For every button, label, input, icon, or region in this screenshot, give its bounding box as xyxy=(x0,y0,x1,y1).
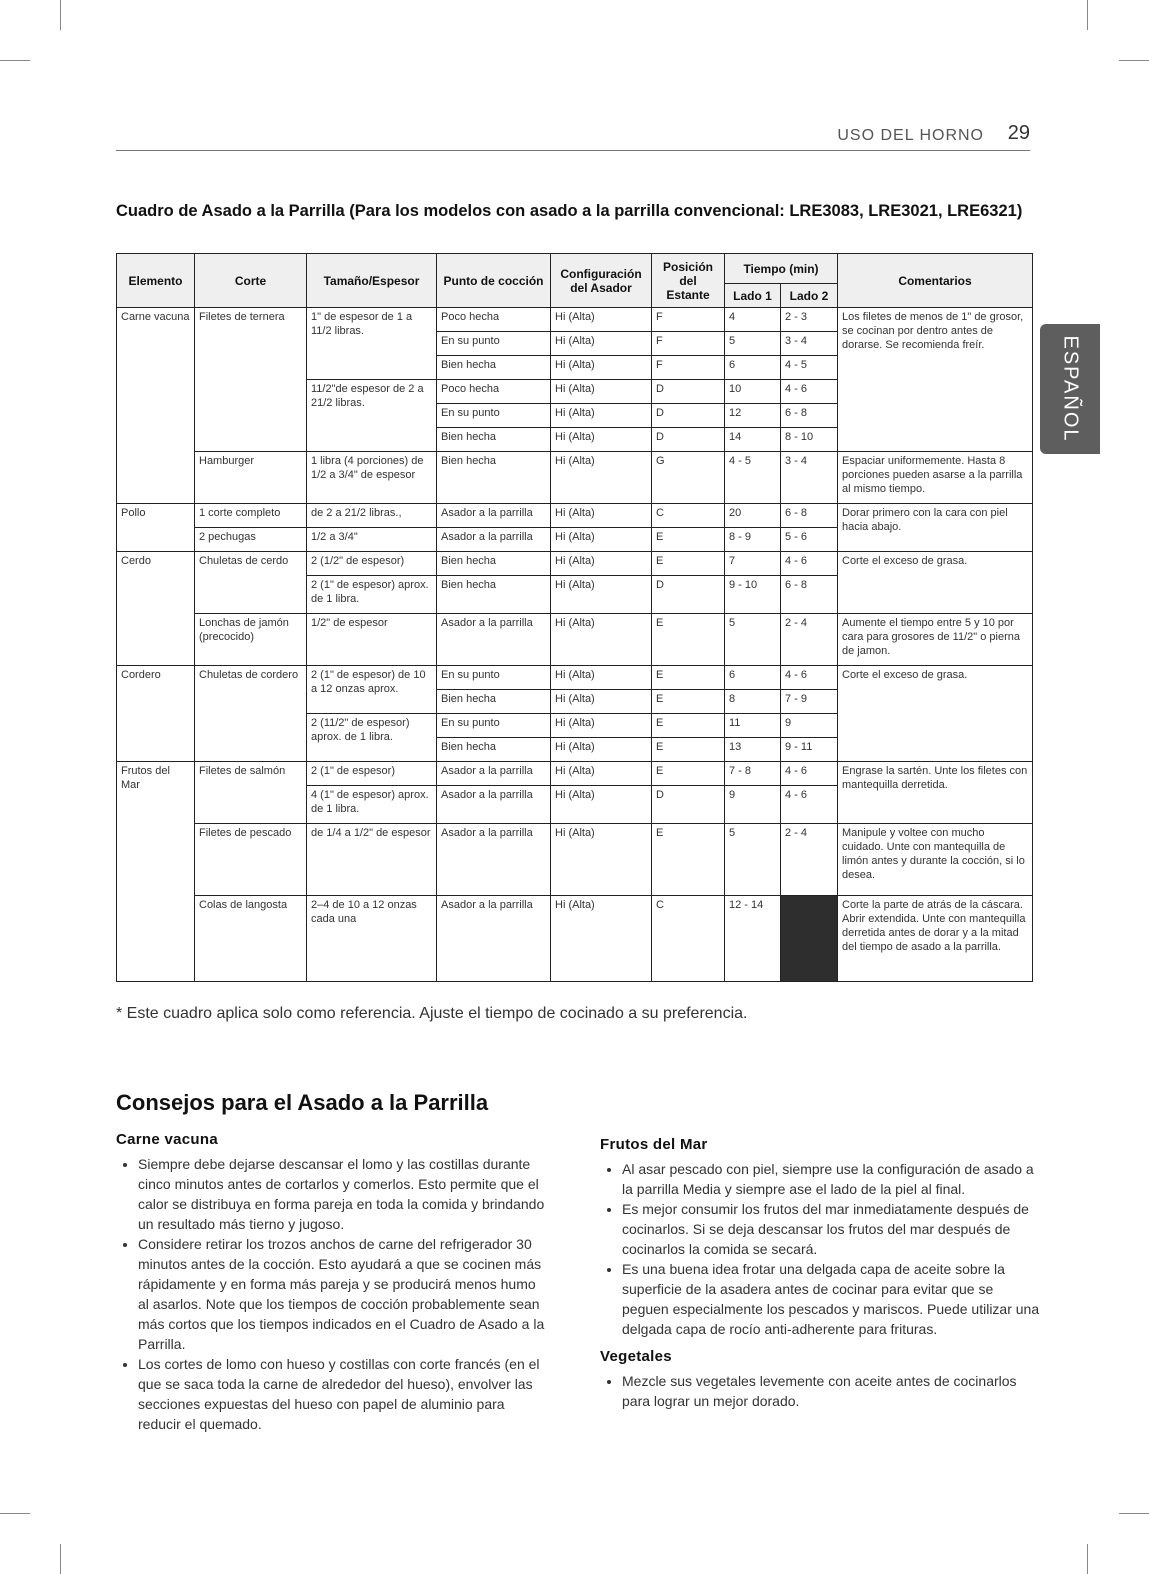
cell-lado2: 4 - 5 xyxy=(781,356,838,380)
cell-punto: Asador a la parrilla xyxy=(437,786,551,824)
cell-lado1: 5 xyxy=(725,614,781,666)
cell-comentarios: Dorar primero con la cara con piel hacia abajo. xyxy=(838,504,1033,552)
crop-mark xyxy=(60,0,61,30)
cell-posicion: F xyxy=(652,308,725,332)
cell-comentarios: Espaciar uniformemente. Hasta 8 porciones pueden asarse a la parrilla al mismo tiempo. xyxy=(838,452,1033,504)
crop-mark xyxy=(1119,60,1149,61)
cell-lado1: 14 xyxy=(725,428,781,452)
cell-lado2-empty xyxy=(781,896,838,982)
tips-heading-carne: Carne vacuna xyxy=(116,1131,218,1148)
cell-punto: Asador a la parrilla xyxy=(437,762,551,786)
cell-config: Hi (Alta) xyxy=(551,666,652,690)
crop-mark xyxy=(0,1513,30,1514)
list-item: • Es mejor consumir los frutos del mar inmediatamente después de cocinarlos. Si se deja descansar los frutos del mar después de cocinarlos la comida se secará. xyxy=(622,1199,1040,1259)
cell-lado1: 4 xyxy=(725,308,781,332)
cell-punto: En su punto xyxy=(437,714,551,738)
cell-comentarios: Los filetes de menos de 1" de grosor, se cocinan por dentro antes de dorarse. Se recomienda freír. xyxy=(838,308,1033,452)
cell-posicion: E xyxy=(652,614,725,666)
list-item: • Siempre debe dejarse descansar el lomo y las costillas durante cinco minutos antes de cortarlos y comerlos. Esto permite que el calor se distribuya en forma pareja en toda la comida y brindando un resultado más tierno y jugoso. xyxy=(138,1154,546,1234)
cell-tamano: 1 libra (4 porciones) de 1/2 a 3/4" de espesor xyxy=(307,452,437,504)
header-comentarios: Comentarios xyxy=(838,254,1033,308)
cell-lado2: 9 - 11 xyxy=(781,738,838,762)
cell-corte: Hamburger xyxy=(195,452,307,504)
cell-config: Hi (Alta) xyxy=(551,576,652,614)
cell-corte: Chuletas de cerdo xyxy=(195,552,307,614)
cell-punto: Asador a la parrilla xyxy=(437,504,551,528)
cell-comentarios: Manipule y voltee con mucho cuidado. Unte con mantequilla de limón antes y durante la cocción, si lo desea. xyxy=(838,824,1033,896)
cell-config: Hi (Alta) xyxy=(551,528,652,552)
cell-punto: Asador a la parrilla xyxy=(437,896,551,982)
cell-punto: En su punto xyxy=(437,666,551,690)
cell-config: Hi (Alta) xyxy=(551,896,652,982)
cell-posicion: G xyxy=(652,452,725,504)
cell-posicion: E xyxy=(652,666,725,690)
cell-tamano: 2 (1" de espesor) aprox. de 1 libra. xyxy=(307,576,437,614)
header-tiempo: Tiempo (min) xyxy=(725,254,838,284)
header-punto: Punto de cocción xyxy=(437,254,551,308)
cell-tamano: 1/2" de espesor xyxy=(307,614,437,666)
cell-posicion: E xyxy=(652,714,725,738)
cell-config: Hi (Alta) xyxy=(551,404,652,428)
header-tamano: Tamaño/Espesor xyxy=(307,254,437,308)
table-footnote: * Este cuadro aplica solo como referencia. Ajuste el tiempo de cocinado a su preferencia. xyxy=(116,1005,748,1022)
cell-lado2: 4 - 6 xyxy=(781,666,838,690)
cell-config: Hi (Alta) xyxy=(551,552,652,576)
cell-posicion: D xyxy=(652,576,725,614)
page-header xyxy=(116,122,1030,151)
cell-lado1: 7 xyxy=(725,552,781,576)
cell-lado1: 13 xyxy=(725,738,781,762)
cell-lado2: 2 - 4 xyxy=(781,824,838,896)
cell-punto: Asador a la parrilla xyxy=(437,528,551,552)
cell-lado1: 6 xyxy=(725,356,781,380)
cell-tamano: 2 (11/2" de espesor) aprox. de 1 libra. xyxy=(307,714,437,762)
cell-lado2: 4 - 6 xyxy=(781,762,838,786)
cell-tamano: de 1/4 a 1/2" de espesor xyxy=(307,824,437,896)
cell-config: Hi (Alta) xyxy=(551,380,652,404)
header-lado1: Lado 1 xyxy=(725,284,781,308)
list-item: • Considere retirar los trozos anchos de carne del refrigerador 30 minutos antes de la cocción. Esto ayudará a que se cocinen más rápidamente y en forma más pareja y se producirá menos humo al asarlos. Note que los tiempos de cocción probablemente sean más cortos que los tiempos indicados en el Cuadro de Asado a la Parrilla. xyxy=(138,1234,546,1354)
cell-punto: Bien hecha xyxy=(437,552,551,576)
cell-posicion: E xyxy=(652,552,725,576)
cell-comentarios: Corte la parte de atrás de la cáscara. Abrir extendida. Unte con mantequilla derretida antes de dorar y a la mitad del tiempo de asado a la parrilla. xyxy=(838,896,1033,982)
cell-posicion: E xyxy=(652,824,725,896)
cell-lado1: 8 - 9 xyxy=(725,528,781,552)
cell-corte: Filetes de salmón xyxy=(195,762,307,824)
cell-lado2: 3 - 4 xyxy=(781,452,838,504)
cell-config: Hi (Alta) xyxy=(551,824,652,896)
language-side-tab xyxy=(1040,324,1100,454)
header-corte: Corte xyxy=(195,254,307,308)
cell-posicion: C xyxy=(652,504,725,528)
cell-punto: Asador a la parrilla xyxy=(437,824,551,896)
cell-config: Hi (Alta) xyxy=(551,762,652,786)
crop-mark xyxy=(0,60,30,61)
cell-punto: Poco hecha xyxy=(437,308,551,332)
cell-lado1: 5 xyxy=(725,332,781,356)
cell-comentarios: Corte el exceso de grasa. xyxy=(838,552,1033,614)
cell-punto: Bien hecha xyxy=(437,576,551,614)
cell-corte: Chuletas de cordero xyxy=(195,666,307,762)
cell-tamano: 2 (1" de espesor) de 10 a 12 onzas aprox. xyxy=(307,666,437,714)
cell-punto: Bien hecha xyxy=(437,356,551,380)
cell-tamano: 2 (1/2" de espesor) xyxy=(307,552,437,576)
cell-lado2: 8 - 10 xyxy=(781,428,838,452)
section-title: USO DEL HORNO xyxy=(837,127,984,144)
cell-corte: Filetes de ternera xyxy=(195,308,307,452)
tips-heading-vegetales: Vegetales xyxy=(600,1348,672,1365)
table-title: Cuadro de Asado a la Parrilla (Para los modelos con asado a la parrilla convencional: LRE3083, LRE3021, LRE6321) xyxy=(116,202,1023,220)
crop-mark xyxy=(1087,0,1088,30)
cell-lado1: 10 xyxy=(725,380,781,404)
cell-posicion: E xyxy=(652,738,725,762)
cell-lado1: 6 xyxy=(725,666,781,690)
tips-heading-frutos: Frutos del Mar xyxy=(600,1136,708,1153)
cell-lado2: 4 - 6 xyxy=(781,380,838,404)
cell-comentarios: Engrase la sartén. Unte los filetes con mantequilla derretida. xyxy=(838,762,1033,824)
cell-punto: En su punto xyxy=(437,332,551,356)
cell-lado1: 9 xyxy=(725,786,781,824)
cell-tamano: 1/2 a 3/4" xyxy=(307,528,437,552)
cell-posicion: D xyxy=(652,380,725,404)
list-item: • Es una buena idea frotar una delgada capa de aceite sobre la superficie de la asadera antes de cocinar para evitar que se peguen especialmente los pescados y mariscos. Puede utilizar una delgada capa de rocío anti-adherente para frituras. xyxy=(622,1259,1040,1339)
cell-lado1: 12 - 14 xyxy=(725,896,781,982)
cell-config: Hi (Alta) xyxy=(551,356,652,380)
cell-lado1: 8 xyxy=(725,690,781,714)
cell-lado2: 9 xyxy=(781,714,838,738)
cell-lado1: 11 xyxy=(725,714,781,738)
cell-posicion: F xyxy=(652,356,725,380)
cell-config: Hi (Alta) xyxy=(551,714,652,738)
tips-list-carne xyxy=(116,1154,546,1434)
cell-corte: Filetes de pescado xyxy=(195,824,307,896)
cell-posicion: D xyxy=(652,786,725,824)
cell-comentarios: Corte el exceso de grasa. xyxy=(838,666,1033,762)
cell-lado2: 2 - 3 xyxy=(781,308,838,332)
cell-posicion: D xyxy=(652,428,725,452)
cell-posicion: D xyxy=(652,404,725,428)
cell-config: Hi (Alta) xyxy=(551,504,652,528)
crop-mark xyxy=(60,1544,61,1574)
broil-chart-table xyxy=(116,253,1033,982)
cell-config: Hi (Alta) xyxy=(551,308,652,332)
cell-lado1: 9 - 10 xyxy=(725,576,781,614)
cell-elemento: Pollo xyxy=(117,504,195,552)
cell-tamano: 1" de espesor de 1 a 11/2 libras. xyxy=(307,308,437,380)
cell-punto: Bien hecha xyxy=(437,738,551,762)
cell-config: Hi (Alta) xyxy=(551,690,652,714)
cell-punto: Bien hecha xyxy=(437,428,551,452)
cell-lado2: 4 - 6 xyxy=(781,786,838,824)
cell-lado1: 12 xyxy=(725,404,781,428)
cell-lado1: 5 xyxy=(725,824,781,896)
list-item: • Los cortes de lomo con hueso y costillas con corte francés (en el que se saca toda la carne de alrededor del hueso), envolver las secciones expuestas del hueso con papel de aluminio para reducir el quemado. xyxy=(138,1354,546,1434)
cell-config: Hi (Alta) xyxy=(551,452,652,504)
cell-corte: Lonchas de jamón (precocido) xyxy=(195,614,307,666)
tips-list-frutos xyxy=(600,1159,1040,1339)
header-posicion: Posición del Estante xyxy=(652,254,725,308)
cell-tamano: de 2 a 21/2 libras., xyxy=(307,504,437,528)
tips-right-column xyxy=(600,1135,1040,1419)
cell-lado2: 4 - 6 xyxy=(781,552,838,576)
cell-comentarios: Aumente el tiempo entre 5 y 10 por cara para grosores de 11/2" o pierna de jamon. xyxy=(838,614,1033,666)
cell-posicion: E xyxy=(652,690,725,714)
list-item: • Al asar pescado con piel, siempre use la configuración de asado a la parrilla Media y siempre ase el lado de la piel al final. xyxy=(622,1159,1040,1199)
crop-mark xyxy=(1087,1544,1088,1574)
cell-corte: 1 corte completo xyxy=(195,504,307,528)
cell-lado2: 6 - 8 xyxy=(781,576,838,614)
cell-elemento: Cerdo xyxy=(117,552,195,666)
cell-lado2: 7 - 9 xyxy=(781,690,838,714)
cell-punto: Asador a la parrilla xyxy=(437,614,551,666)
cell-punto: Bien hecha xyxy=(437,690,551,714)
cell-config: Hi (Alta) xyxy=(551,738,652,762)
header-lado2: Lado 2 xyxy=(781,284,838,308)
cell-punto: Poco hecha xyxy=(437,380,551,404)
cell-posicion: F xyxy=(652,332,725,356)
cell-elemento: Carne vacuna xyxy=(117,308,195,504)
cell-lado1: 7 - 8 xyxy=(725,762,781,786)
cell-config: Hi (Alta) xyxy=(551,332,652,356)
cell-config: Hi (Alta) xyxy=(551,428,652,452)
cell-lado2: 6 - 8 xyxy=(781,404,838,428)
cell-punto: Bien hecha xyxy=(437,452,551,504)
cell-elemento: Frutos del Mar xyxy=(117,762,195,982)
cell-punto: En su punto xyxy=(437,404,551,428)
cell-tamano: 4 (1" de espesor) aprox. de 1 libra. xyxy=(307,786,437,824)
crop-mark xyxy=(1119,1513,1149,1514)
cell-lado1: 4 - 5 xyxy=(725,452,781,504)
cell-posicion: E xyxy=(652,528,725,552)
list-item: • Mezcle sus vegetales levemente con aceite antes de cocinarlos para lograr un mejor dorado. xyxy=(622,1371,1040,1411)
page-number: 29 xyxy=(1007,122,1030,144)
cell-tamano: 2–4 de 10 a 12 onzas cada una xyxy=(307,896,437,982)
cell-corte: Colas de langosta xyxy=(195,896,307,982)
cell-corte: 2 pechugas xyxy=(195,528,307,552)
cell-elemento: Cordero xyxy=(117,666,195,762)
cell-tamano: 2 (1" de espesor) xyxy=(307,762,437,786)
cell-posicion: C xyxy=(652,896,725,982)
header-config: Configuración del Asador xyxy=(551,254,652,308)
tips-left-column xyxy=(116,1130,546,1442)
cell-lado2: 3 - 4 xyxy=(781,332,838,356)
cell-lado1: 20 xyxy=(725,504,781,528)
cell-lado2: 6 - 8 xyxy=(781,504,838,528)
cell-posicion: E xyxy=(652,762,725,786)
tips-list-vegetales xyxy=(600,1371,1040,1411)
cell-config: Hi (Alta) xyxy=(551,614,652,666)
cell-lado2: 5 - 6 xyxy=(781,528,838,552)
cell-tamano: 11/2"de espesor de 2 a 21/2 libras. xyxy=(307,380,437,452)
tips-title: Consejos para el Asado a la Parrilla xyxy=(116,1090,489,1115)
header-elemento: Elemento xyxy=(117,254,195,308)
side-tab-label: ESPAÑOL xyxy=(1059,335,1082,443)
cell-lado2: 2 - 4 xyxy=(781,614,838,666)
cell-config: Hi (Alta) xyxy=(551,786,652,824)
